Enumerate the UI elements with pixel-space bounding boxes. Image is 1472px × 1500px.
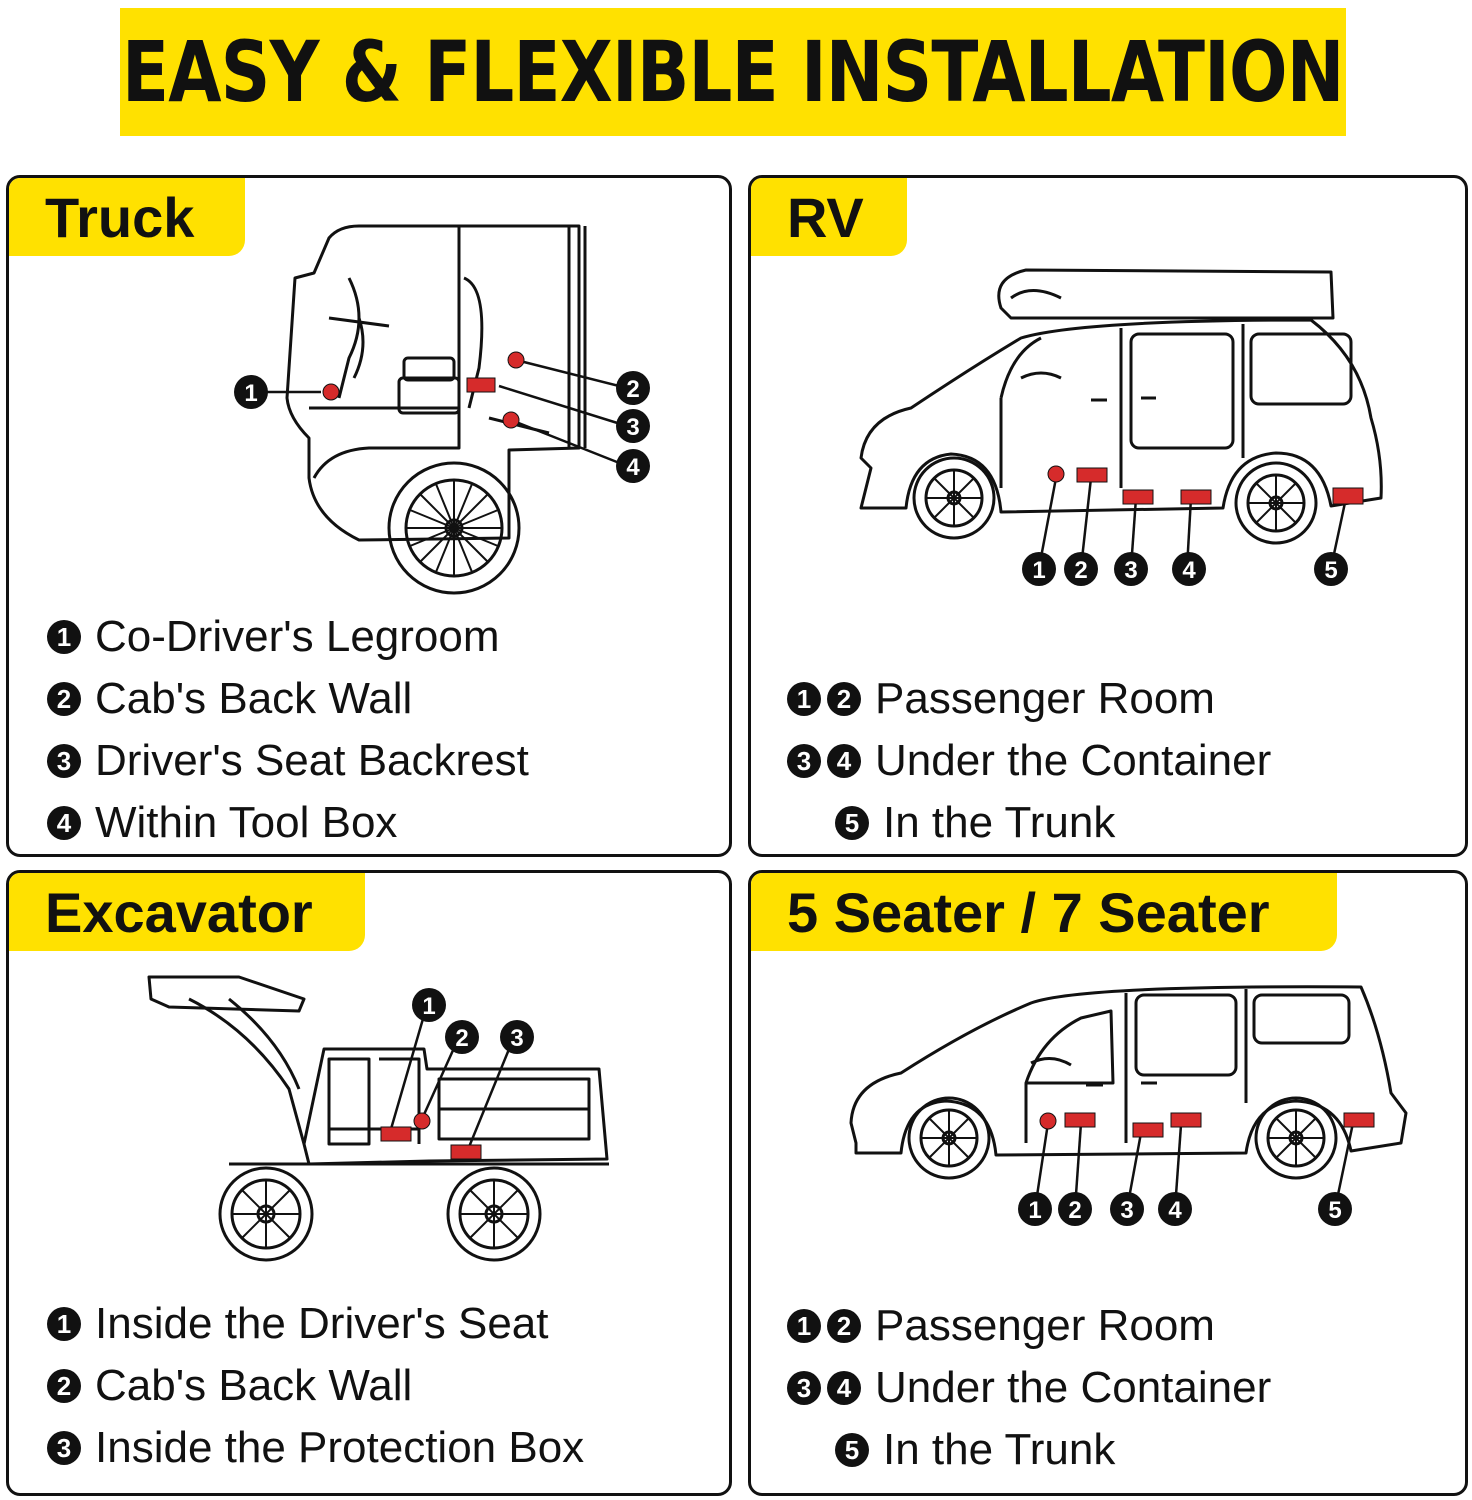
panel-truck	[6, 175, 732, 857]
svg-text:5: 5	[1328, 1197, 1342, 1224]
truck-legend	[47, 606, 529, 854]
svg-text:3: 3	[1120, 1197, 1134, 1224]
legend-item	[47, 606, 529, 668]
svg-text:2: 2	[1068, 1197, 1082, 1224]
legend-label: Within Tool Box	[95, 798, 398, 847]
legend-item	[787, 792, 1271, 854]
svg-text:2: 2	[455, 1025, 469, 1052]
callout-numbers	[234, 371, 650, 483]
number-badge: 1	[787, 1309, 821, 1343]
panel-rv-title: RV	[787, 185, 864, 249]
number-badge: 1	[787, 682, 821, 716]
panel-rv-tab	[751, 178, 907, 256]
svg-text:4: 4	[626, 454, 640, 481]
svg-text:3: 3	[1124, 557, 1138, 584]
svg-text:1: 1	[422, 993, 436, 1020]
legend-item	[787, 1357, 1271, 1419]
title-banner	[120, 8, 1346, 136]
svg-text:2: 2	[626, 376, 640, 403]
legend-item	[787, 730, 1271, 792]
panel-excavator-tab	[9, 873, 365, 951]
number-badge: 3	[787, 744, 821, 778]
svg-text:4: 4	[1168, 1197, 1182, 1224]
legend-label: In the Trunk	[883, 1425, 1116, 1474]
marker-dots	[323, 352, 524, 428]
legend-label: Cab's Back Wall	[95, 674, 413, 723]
svg-text:4: 4	[1182, 557, 1196, 584]
panel-seater	[748, 870, 1468, 1496]
number-badge: 1	[47, 620, 81, 654]
panel-rv	[748, 175, 1468, 857]
number-badge: 3	[47, 1431, 81, 1465]
legend-label: Co-Driver's Legroom	[95, 612, 500, 661]
callout-numbers	[1018, 1192, 1352, 1226]
number-badge: 5	[835, 806, 869, 840]
svg-text:5: 5	[1324, 557, 1338, 584]
legend-item	[787, 1295, 1271, 1357]
number-badge: 2	[827, 1309, 861, 1343]
legend-item	[787, 1419, 1271, 1481]
wheel-icon	[220, 1168, 540, 1260]
legend-item	[47, 792, 529, 854]
marker-dots	[381, 1113, 481, 1159]
legend-label: Driver's Seat Backrest	[95, 736, 529, 785]
panel-seater-title: 5 Seater / 7 Seater	[787, 880, 1270, 944]
seater-illustration	[841, 973, 1421, 1253]
number-badge: 5	[835, 1433, 869, 1467]
callout-numbers	[1022, 552, 1348, 586]
wheel-icon	[914, 458, 1316, 543]
panel-truck-title: Truck	[45, 185, 195, 249]
number-badge: 4	[827, 744, 861, 778]
banner-title: EASY & FLEXIBLE INSTALLATION	[122, 23, 1344, 121]
svg-text:3: 3	[626, 414, 640, 441]
legend-item	[47, 1355, 584, 1417]
number-badge: 3	[47, 744, 81, 778]
legend-item	[47, 730, 529, 792]
legend-label: Passenger Room	[875, 674, 1215, 723]
wheel-icon	[389, 463, 519, 593]
svg-text:1: 1	[1028, 1197, 1042, 1224]
legend-item	[787, 668, 1271, 730]
number-badge: 3	[787, 1371, 821, 1405]
legend-item	[47, 668, 529, 730]
excavator-legend	[47, 1293, 584, 1479]
number-badge: 4	[47, 806, 81, 840]
seater-legend	[787, 1295, 1271, 1481]
svg-text:1: 1	[1032, 557, 1046, 584]
rv-legend	[787, 668, 1271, 854]
rv-illustration	[851, 258, 1411, 598]
panel-seater-tab	[751, 873, 1337, 951]
panel-excavator	[6, 870, 732, 1496]
panel-excavator-title: Excavator	[45, 880, 313, 944]
number-badge: 2	[47, 682, 81, 716]
legend-label: Cab's Back Wall	[95, 1361, 413, 1410]
svg-text:3: 3	[510, 1025, 524, 1052]
legend-item	[47, 1293, 584, 1355]
excavator-illustration	[129, 969, 649, 1279]
legend-label: Passenger Room	[875, 1301, 1215, 1350]
legend-item	[47, 1417, 584, 1479]
legend-label: Inside the Driver's Seat	[95, 1299, 549, 1348]
legend-label: Under the Container	[875, 736, 1272, 785]
legend-label: Inside the Protection Box	[95, 1423, 585, 1472]
number-badge: 1	[47, 1307, 81, 1341]
svg-text:2: 2	[1074, 557, 1088, 584]
svg-text:1: 1	[244, 380, 258, 407]
legend-label: In the Trunk	[883, 798, 1116, 847]
callout-numbers	[412, 988, 534, 1054]
number-badge: 4	[827, 1371, 861, 1405]
number-badge: 2	[827, 682, 861, 716]
number-badge: 2	[47, 1369, 81, 1403]
legend-label: Under the Container	[875, 1363, 1272, 1412]
truck-illustration	[209, 218, 689, 598]
